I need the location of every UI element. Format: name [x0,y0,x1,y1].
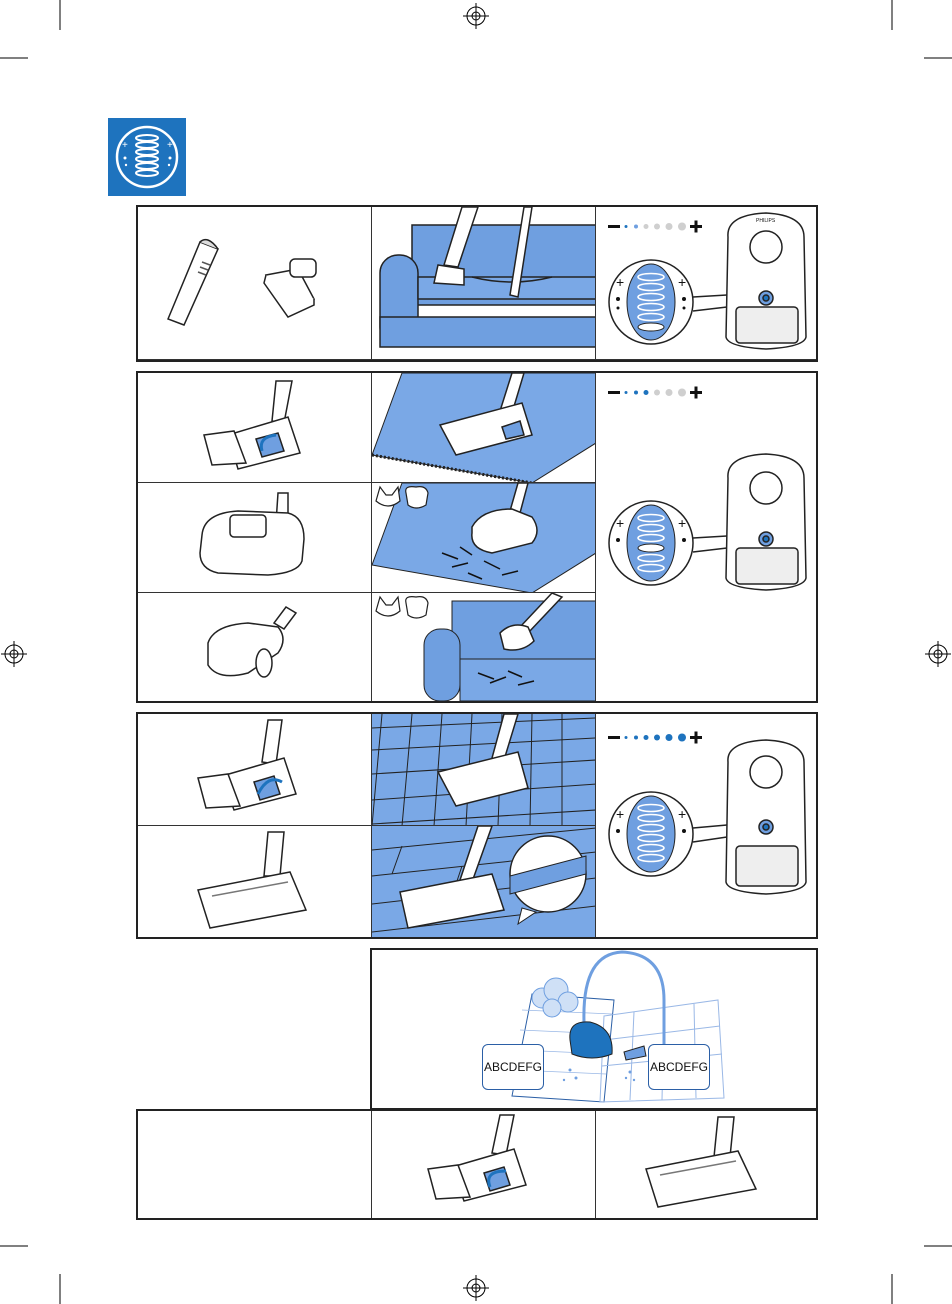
power-scale-carpet [596,373,816,701]
svg-text:+: + [167,140,173,151]
cell-tile-cleaning [372,714,596,826]
label-box-right: ABCDEFG [648,1044,710,1090]
cell-parquet-cleaning [372,826,596,937]
cell-pet-hair-carpet [372,483,596,593]
cell-turbo-nozzle [138,483,372,593]
mini-turbo-brush-icon [208,607,296,677]
cell-mini-turbo-brush [138,593,372,701]
vacuum-body-icon [726,213,806,349]
power-scale-hard-floor [596,714,816,937]
panel-upholstery [136,205,818,362]
cell-floor-nozzle-brush-out [138,714,372,826]
registration-mark-top [463,3,489,29]
power-level-icon [108,118,186,196]
registration-mark-right [925,641,951,667]
svg-text:+: + [122,140,128,151]
power-scale-upholstery [596,207,816,360]
floor-nozzle-icon [204,381,300,469]
cell-empty-bottom [138,1111,372,1218]
svg-text:+: + [678,274,687,290]
cell-power-setting-medium [596,373,816,701]
panel-bottom-nozzles [136,1109,818,1220]
panel-carpet [136,371,818,703]
cell-parquet-nozzle-bottom [596,1111,816,1218]
vacuum-cleaner-icon [570,952,664,1060]
parquet-nozzle-icon [198,832,306,928]
svg-text:+: + [616,806,625,822]
upholstery-brush-icon [264,259,316,317]
cell-pet-hair-sofa [372,593,596,701]
pet-icon-2 [376,597,428,618]
svg-text:+: + [616,274,625,290]
cell-carpet-cleaning [372,373,596,483]
cell-crevice-tools [138,207,372,360]
sofa-icon [380,225,596,347]
crevice-tool-icon [168,240,218,325]
registration-mark-left [1,641,27,667]
svg-text:+: + [678,806,687,822]
svg-text:+: + [616,515,625,531]
power-dial-icon [609,260,693,344]
panel-floor-types [370,948,818,1110]
svg-text:+: + [678,515,687,531]
cell-parquet-nozzle [138,826,372,937]
label-box-left: ABCDEFG [482,1044,544,1090]
cell-sofa-cleaning [372,207,596,360]
cell-floor-nozzle-bottom [372,1111,596,1218]
registration-mark-bottom [463,1275,489,1301]
turbo-nozzle-icon [200,493,304,575]
panel-hard-floor [136,712,818,939]
cell-floor-nozzle-brush-in [138,373,372,483]
cell-power-setting-high [596,714,816,937]
cell-power-setting-low [596,207,816,360]
brand-label: PHILIPS [756,218,776,224]
